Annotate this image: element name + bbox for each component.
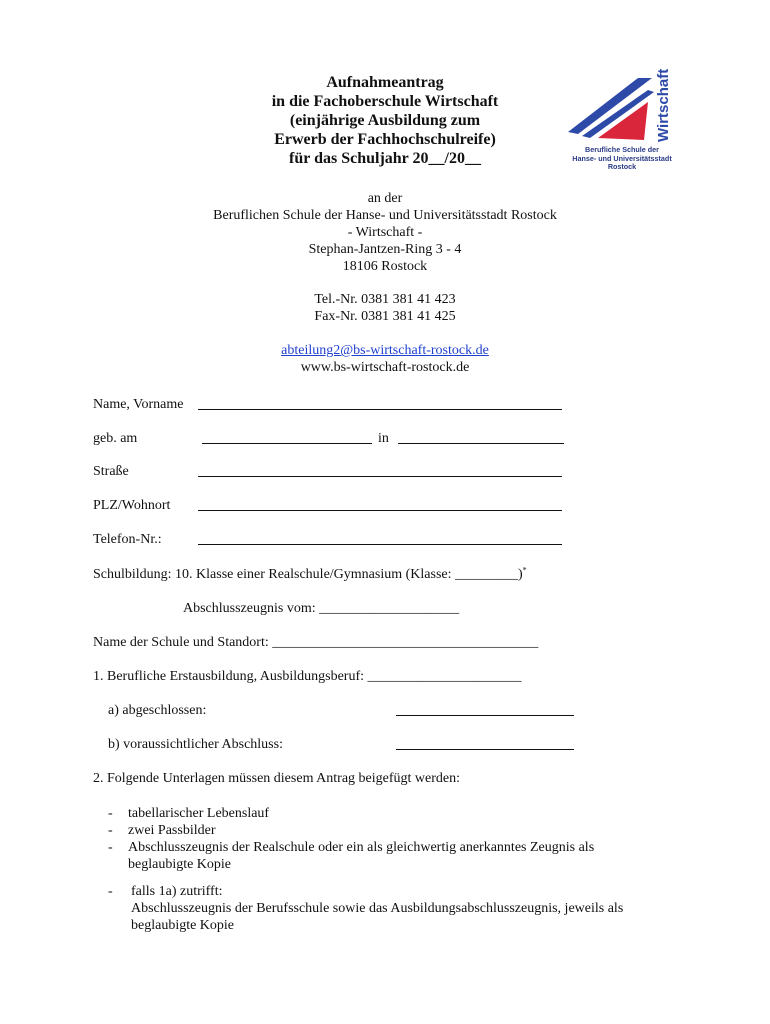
school-name-line: Name der Schule und Standort: ______________________________________ — [93, 635, 539, 650]
address-line: 18106 Rostock — [342, 259, 428, 274]
completed-label: a) abgeschlossen: — [108, 703, 207, 718]
email-link[interactable]: abteilung2@bs-wirtschaft-rostock.de — [281, 343, 489, 358]
list-dash: - — [108, 806, 113, 821]
expected-completion-label: b) voraussichtlicher Abschluss: — [108, 737, 283, 752]
list-dash: - — [108, 840, 113, 855]
logo-word: Wirtschaft — [655, 68, 672, 142]
birthplace-label: in — [378, 431, 389, 446]
logo-caption — [557, 146, 687, 172]
conditional-label: falls 1a) zutrifft: — [131, 884, 223, 899]
birthdate-label: geb. am — [93, 431, 138, 446]
form-title — [200, 73, 570, 168]
title-line: (einjährige Ausbildung zum — [289, 112, 481, 129]
birthplace-field[interactable] — [398, 443, 564, 444]
address-line: an der — [367, 191, 403, 206]
title-line: für das Schuljahr 20__/20__ — [289, 150, 481, 167]
list-dash: - — [108, 823, 113, 838]
list-item: zwei Passbilder — [128, 823, 216, 838]
logo-caption-line: Berufliche Schule der — [585, 145, 659, 154]
telephone-number: Tel.-Nr. 0381 381 41 423 — [314, 292, 456, 307]
documents-heading: 2. Folgende Unterlagen müssen diesem Antrag beigefügt werden: — [93, 771, 461, 786]
address-line: Stephan-Jantzen-Ring 3 - 4 — [308, 242, 462, 257]
address-line: Beruflichen Schule der Hanse- und Universitätsstadt Rostock — [213, 208, 557, 223]
vocational-training-line: 1. Berufliche Erstausbildung, Ausbildungsberuf: ______________________ — [93, 669, 522, 684]
title-line: Erwerb der Fachhochschulreife) — [274, 131, 496, 148]
logo-caption-line: Rostock — [607, 162, 637, 171]
phone-field[interactable] — [198, 544, 562, 545]
footnote-marker: * — [522, 565, 527, 575]
city-label: PLZ/Wohnort — [93, 498, 171, 513]
title-line: Aufnahmeantrag — [326, 74, 444, 91]
certificate-date-line: Abschlusszeugnis vom: ____________________ — [183, 601, 460, 616]
street-label: Straße — [93, 464, 129, 479]
name-field[interactable] — [198, 409, 562, 410]
list-item-continuation: beglaubigte Kopie — [128, 857, 232, 872]
conditional-item: Abschlusszeugnis der Berufsschule sowie das Ausbildungsabschlusszeugnis, jeweils als — [131, 901, 624, 916]
name-label: Name, Vorname — [93, 397, 184, 412]
fax-number: Fax-Nr. 0381 381 41 425 — [314, 309, 456, 324]
online-contact-block — [185, 342, 585, 376]
list-item: tabellarischer Lebenslauf — [128, 806, 270, 821]
school-education-text: Schulbildung: 10. Klasse einer Realschule/Gymnasium (Klasse: _________) — [93, 567, 523, 582]
address-block — [185, 190, 585, 275]
school-education-line — [93, 566, 527, 583]
city-field[interactable] — [198, 510, 562, 511]
logo-caption-line: Hanse- und Universitätsstadt — [572, 153, 672, 163]
phone-fax-block — [185, 291, 585, 325]
street-field[interactable] — [198, 476, 562, 477]
address-line: - Wirtschaft - — [347, 225, 423, 240]
birthdate-field[interactable] — [202, 443, 372, 444]
conditional-item-continuation: beglaubigte Kopie — [131, 918, 235, 933]
title-line: in die Fachoberschule Wirtschaft — [271, 93, 499, 110]
expected-completion-field[interactable] — [396, 749, 574, 750]
phone-label: Telefon-Nr.: — [93, 532, 162, 547]
list-item: Abschlusszeugnis der Realschule oder ein als gleichwertig anerkanntes Zeugnis als — [128, 840, 595, 855]
list-dash: - — [108, 884, 113, 899]
website-text: www.bs-wirtschaft-rostock.de — [300, 360, 470, 375]
completed-field[interactable] — [396, 715, 574, 716]
